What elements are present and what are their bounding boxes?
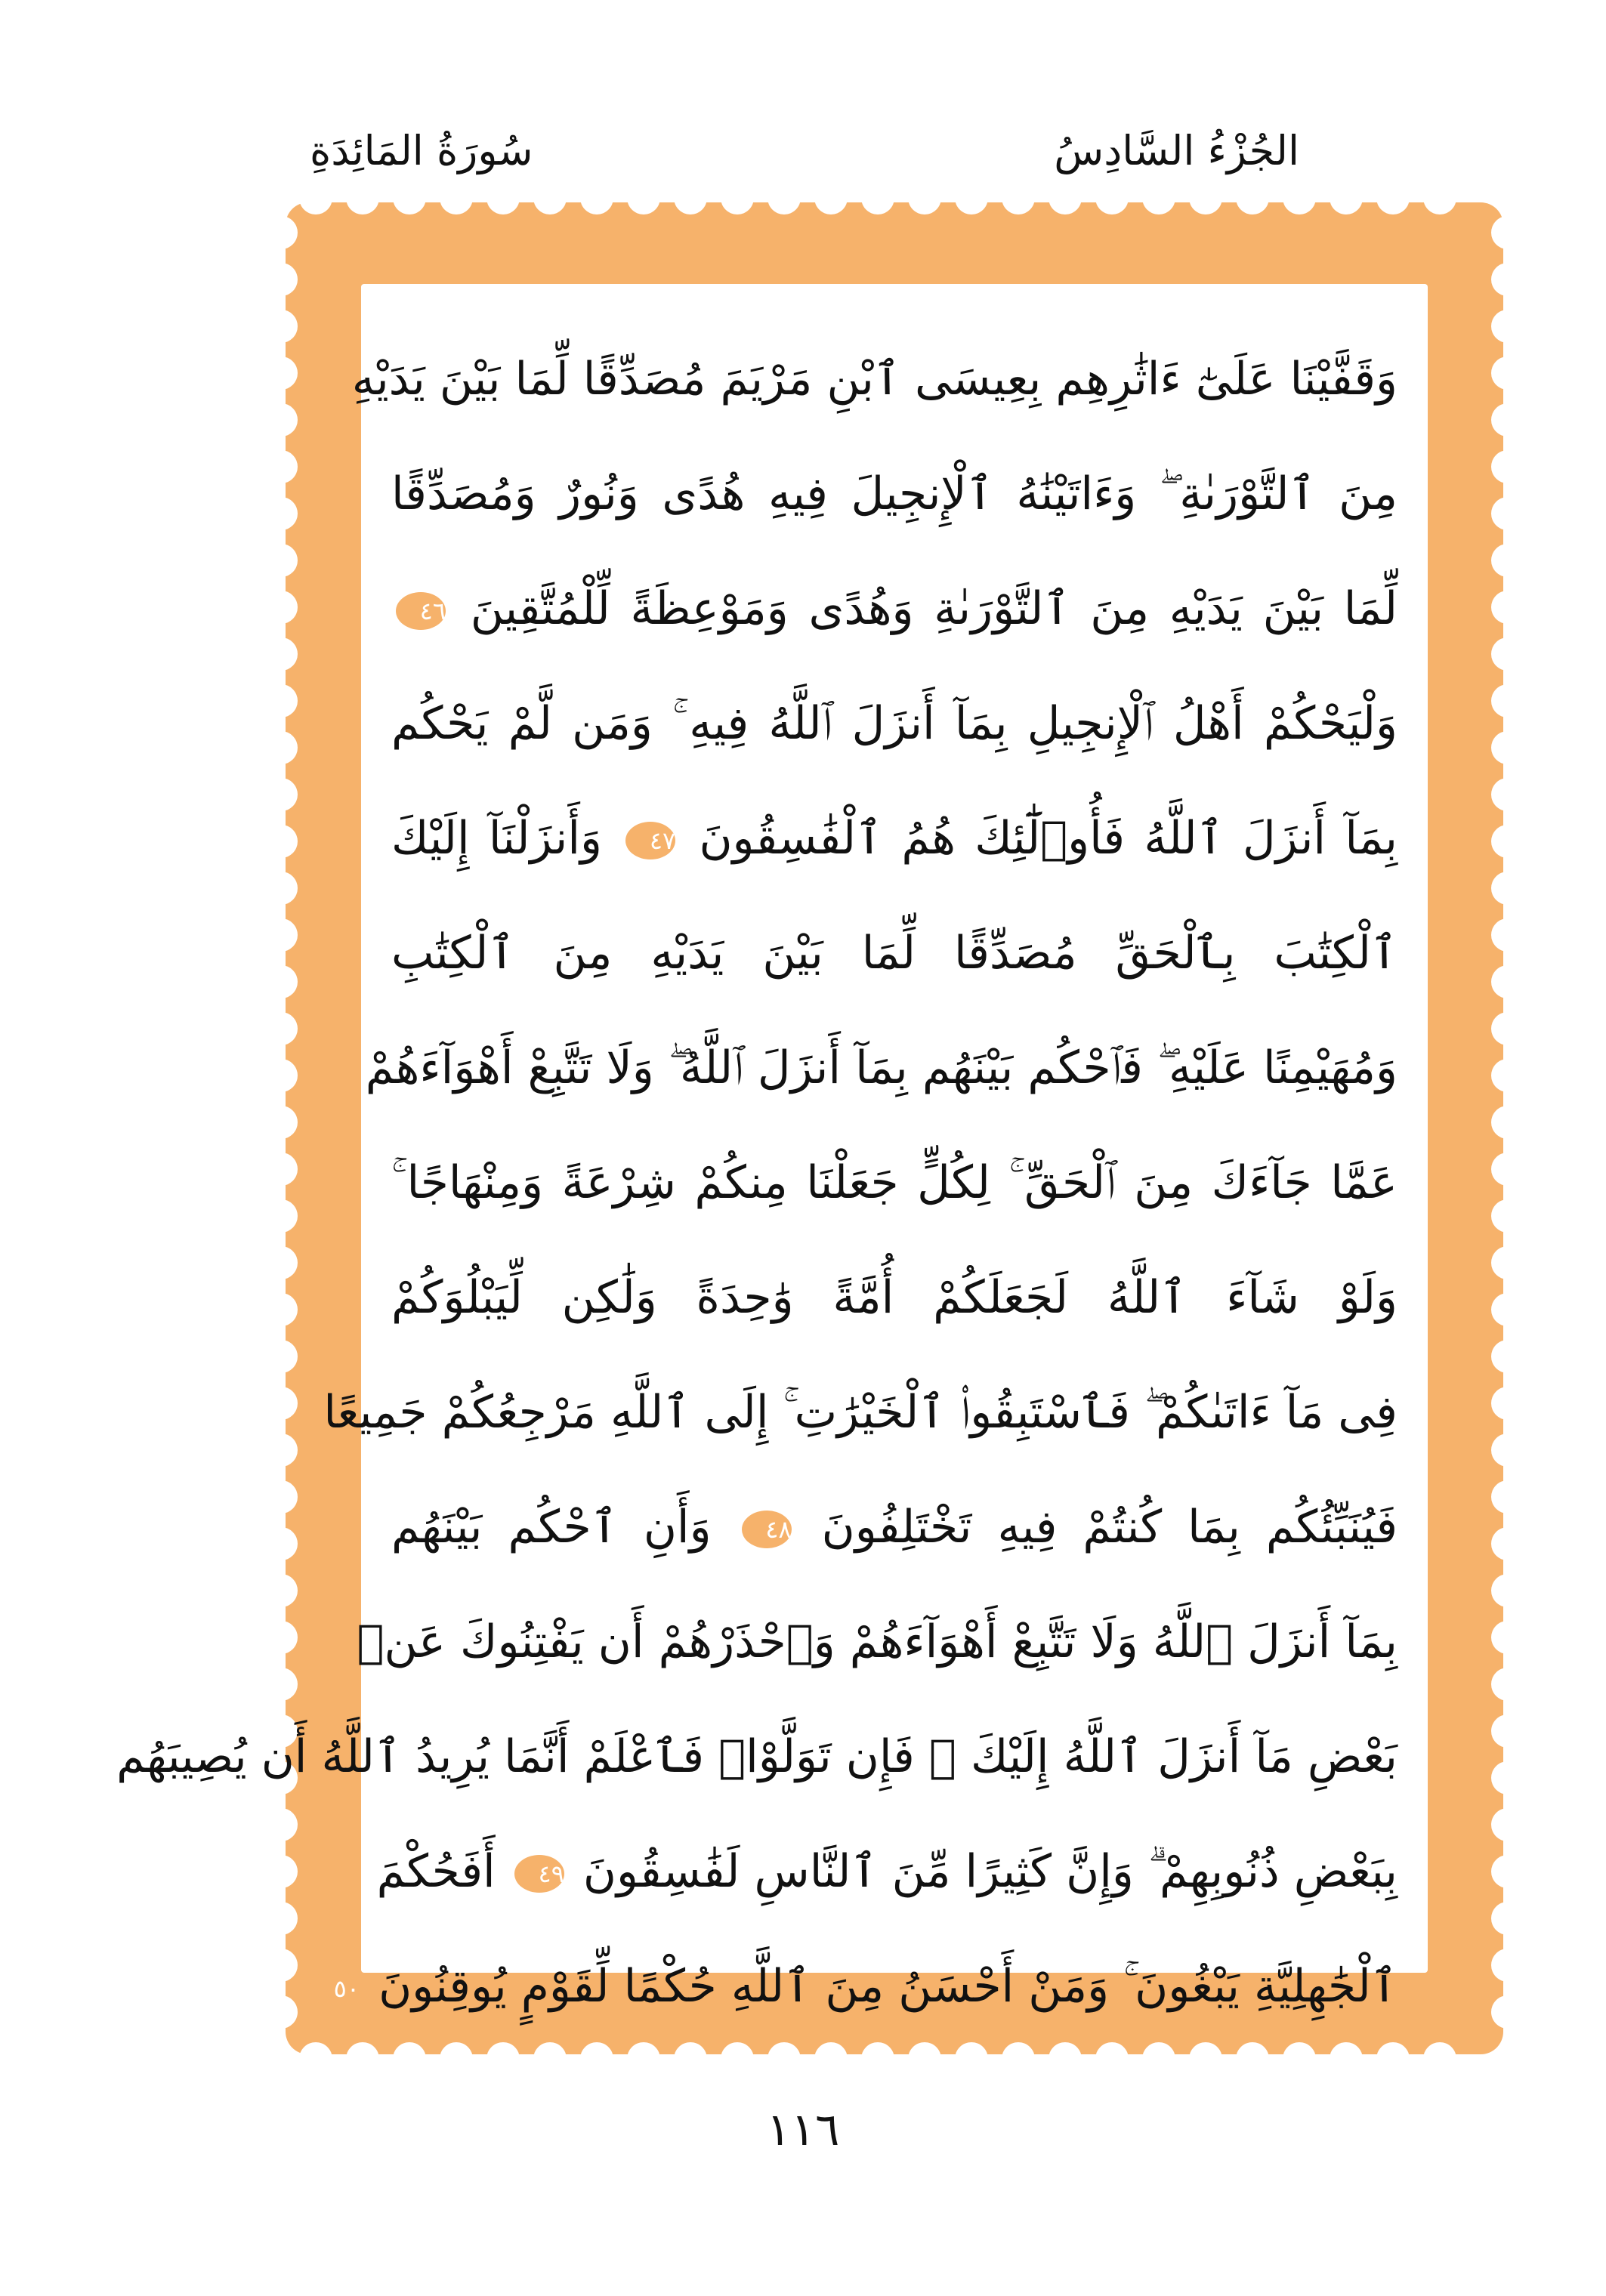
verse-line [391, 896, 1398, 1011]
ayah-number-marker: ٤٧ [625, 822, 675, 859]
verse-text: وَأَنزَلْنَآ إِلَيْكَ [391, 812, 602, 865]
verse-line [333, 1929, 1398, 2044]
verse-text: فِى مَآ ءَاتَىٰكُمْ ۖ فَٱسْتَبِقُوا۟ ٱلْخَيْرَٰتِ ۚ إِلَى ٱللَّهِ مَرْجِعُكُمْ جَمِيعًا [323, 1386, 1398, 1439]
verse-text: عَمَّا جَآءَكَ مِنَ ٱلْحَقِّ ۚ لِكُلٍّ جَعَلْنَا مِنكُمْ شِرْعَةً وَمِنْهَاجًا ۚ [391, 1156, 1398, 1209]
verse-text: بِبَعْضِ ذُنُوبِهِمْ ۗ وَإِنَّ كَثِيرًا مِّنَ ٱلنَّاسِ لَفَٰسِقُونَ [582, 1845, 1398, 1898]
ayah-number-marker: ٥٠ [310, 1970, 360, 2007]
surah-name: سُورَةُ المَائِدَةِ [310, 127, 533, 174]
verse-text: ٱلْجَٰهِلِيَّةِ يَبْغُونَ ۚ وَمَنْ أَحْسَنُ مِنَ ٱللَّهِ حُكْمًا لِّقَوْمٍ يُوقِنُونَ [378, 1960, 1398, 2013]
verse-text: وَلَوْ شَآءَ ٱللَّهُ لَجَعَلَكُمْ أُمَّةً وَٰحِدَةً وَلَٰكِن لِّيَبْلُوَكُمْ [391, 1271, 1398, 1324]
verse-text: لِّمَا بَيْنَ يَدَيْهِ مِنَ ٱلتَّوْرَىٰةِ وَهُدًى وَمَوْعِظَةً لِّلْمُتَّقِينَ [470, 582, 1398, 635]
verse-text: بِمَآ أَنزَلَ ٱللَّهُ وَلَا تَتَّبِعْ أَهْوَآءَهُمْ وَٱحْذَرْهُمْ أَن يَفْتِنُوكَ عَنۢ [357, 1616, 1398, 1668]
verse-lines [116, 322, 1398, 2044]
verse-line [323, 1355, 1398, 1470]
verse-text: وَقَفَّيْنَا عَلَىٰٓ ءَاثَٰرِهِم بِعِيسَى ٱبْنِ مَرْيَمَ مُصَدِّقًا لِّمَا بَيْنَ يَدَيْهِ [351, 353, 1398, 406]
verse-text: بَعْضِ مَآ أَنزَلَ ٱللَّهُ إِلَيْكَ ۖ فَإِن تَوَلَّوْا۟ فَٱعْلَمْ أَنَّمَا يُرِيدُ ٱللَّهُ أَن يُصِيبَهُم [116, 1730, 1398, 1783]
verse-text: وَمُهَيْمِنًا عَلَيْهِ ۖ فَٱحْكُم بَيْنَهُم بِمَآ أَنزَلَ ٱللَّهُ ۖ وَلَا تَتَّبِعْ أَهْوَآءَهُمْ [365, 1042, 1398, 1094]
ayah-number-marker: ٤٩ [514, 1855, 564, 1893]
verse-text: بِمَآ أَنزَلَ ٱللَّهُ فَأُو۟لَٰٓئِكَ هُمُ ٱلْفَٰسِقُونَ [699, 812, 1398, 865]
verse-line [376, 1814, 1398, 1929]
verse-line [391, 551, 1398, 666]
verse-line [365, 1011, 1398, 1125]
verse-line [351, 322, 1398, 437]
verse-text: أَفَحُكْمَ [376, 1845, 496, 1898]
verse-line [391, 1125, 1398, 1240]
page-number: ١١٦ [766, 2103, 840, 2156]
ayah-number-marker: ٤٦ [396, 592, 446, 630]
verse-line [357, 1585, 1398, 1699]
verse-text: وَلْيَحْكُمْ أَهْلُ ٱلْإِنجِيلِ بِمَآ أَنزَلَ ٱللَّهُ فِيهِ ۚ وَمَن لَّمْ يَحْكُم [391, 697, 1398, 750]
juz-name: الجُزْءُ السَّادِسُ [1054, 127, 1299, 174]
verse-line [391, 1470, 1398, 1585]
verse-text: فَيُنَبِّئُكُم بِمَا كُنتُمْ فِيهِ تَخْتَلِفُونَ [821, 1501, 1398, 1554]
verse-line [391, 781, 1398, 896]
verse-text: مِنَ ٱلتَّوْرَىٰةِ ۖ وَءَاتَيْنَٰهُ ٱلْإِنجِيلَ فِيهِ هُدًى وَنُورٌ وَمُصَدِّقًا [391, 468, 1398, 520]
verse-line [116, 1699, 1398, 1814]
verse-text: وَأَنِ ٱحْكُم بَيْنَهُم [391, 1501, 712, 1554]
text-panel [116, 284, 1428, 2013]
verse-line [391, 666, 1398, 781]
verse-line [391, 1240, 1398, 1355]
ornamental-frame [116, 202, 1503, 2054]
verse-text: ٱلْكِتَٰبَ بِٱلْحَقِّ مُصَدِّقًا لِّمَا بَيْنَ يَدَيْهِ مِنَ ٱلْكِتَٰبِ [391, 927, 1398, 980]
ayah-number-marker: ٤٨ [742, 1511, 792, 1548]
verse-line [391, 437, 1398, 551]
page-header [310, 121, 1299, 181]
